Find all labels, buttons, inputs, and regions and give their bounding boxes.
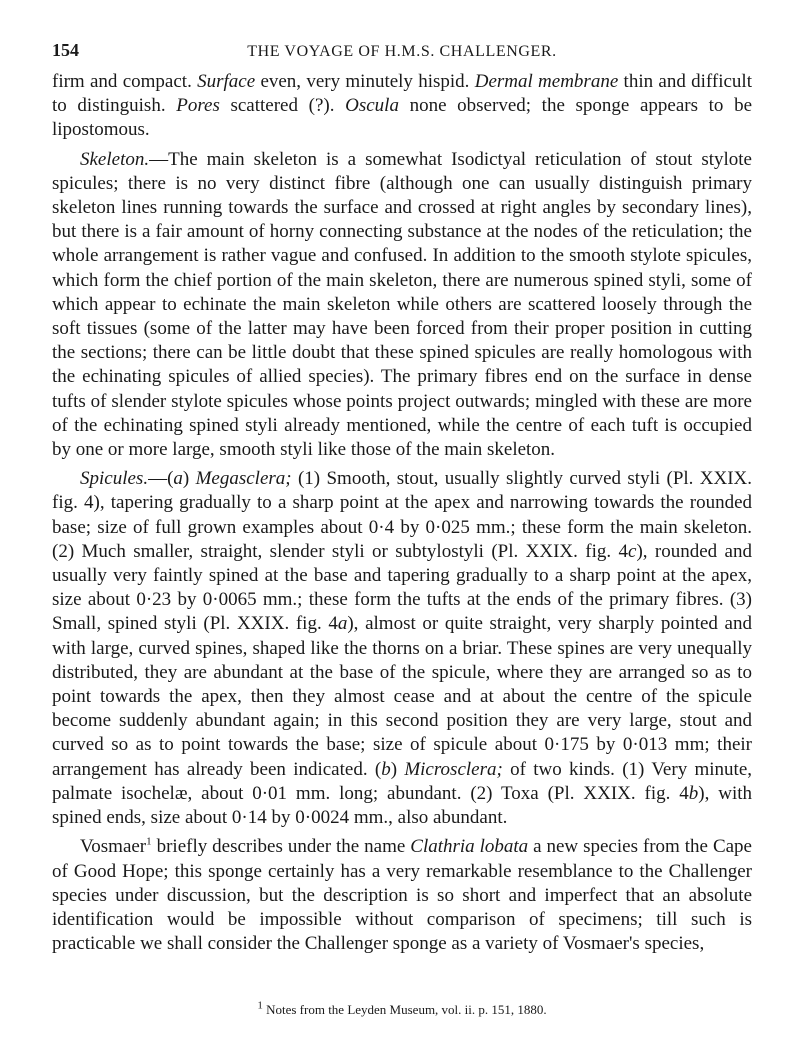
page-number: 154 xyxy=(52,40,79,60)
paragraph-spicules: Spicules.—(a) Megasclera; (1) Smooth, stout, usually slightly curved styli (Pl. XXIX. fig. 4), tapering gradually to a sharp point at the apex and narrowing towards the rounded base; size of full grown examples about 0·4 by 0·025 mm.; these form the main skeleton. (2) Much smaller, straight, slender styli or subtylostyli (Pl. XXIX. fig. 4c), rounded and usually very faintly spined at the base and tapering gradually to a sharp point at the apex, size about 0·23 by 0·0065 mm.; these form the tufts at the ends of the primary fibres. (3) Small, spined styli (Pl. XXIX. fig. 4a), almost or quite straight, very sharply pointed and with large, curved spines, shaped like the thorns on a briar. These spines are very unequally distributed, they are abundant at the base of the spicule, where they are arranged so as to point towards the apex, then they almost cease and at about the centre of the spicule become suddenly abundant again; in this second position they are very large, stout and curved so as to point towards the base; size of spicule about 0·175 by 0·013 mm; their arrangement has already been indicated. (b) Microsclera; of two kinds. (1) Very minute, palmate isochelæ, about 0·01 mm. long; abundant. (2) Toxa (Pl. XXIX. fig. 4b), with spined ends, size about 0·14 by 0·0024 mm., also abundant. xyxy=(52,468,753,829)
paragraph-intro: firm and compact. Surface even, very minutely hispid. Dermal membrane thin and difficult to distinguish. Pores scattered (?). Oscula none observed; the sponge appears to be lipostomous. xyxy=(52,71,752,141)
document-page xyxy=(52,40,753,1017)
footnote xyxy=(52,999,752,1018)
running-header xyxy=(52,40,752,70)
footnote-marker: 1 xyxy=(257,999,263,1012)
paragraph-skeleton: Skeleton.—The main skeleton is a somewhat Isodictyal reticulation of stout stylote spicules; there is no very distinct fibre (although one can usually distinguish primary skeleton lines running towards the surface and crossed at right angles by secondary lines), but there is a fair amount of horny connecting substance at the nodes of the reticulation; the whole arrangement is rather vague and confused. In addition to the smooth stylote spicules, which form the chief portion of the main skeleton, there are numerous spined styli, some of which appear to echinate the main skeleton while others are scattered loosely through the soft tissues (some of the latter may have been forced from their proper position in cutting the sections; there can be little doubt that these spined spicules are really homologous with the echinating spicules of allied species). The primary fibres end on the surface in dense tufts of slender stylote spicules whose points project outwards; mingled with these are more of the echinating spined styli already mentioned, while the centre of each tuft is occupied by one or more large, smooth styli like those of the main skeleton. xyxy=(52,148,752,461)
paragraph-vosmaer: Vosmaer$^1$ briefly describes under the name Clathria lobata a new species from the Cape of Good Hope; this sponge certainly has a very remarkable resemblance to the Challenger species under discussion, but the description is so short and imperfect that an absolute identification would be impossible without comparison of specimens; till such is practicable we shall consider the Challenger sponge as a variety of Vosmaer's species, xyxy=(52,835,752,955)
footnote-text: Notes from the Leyden Museum, vol. ii. p. 151, 1880. xyxy=(266,1002,547,1017)
running-title: THE VOYAGE OF H.M.S. CHALLENGER. xyxy=(247,43,557,60)
